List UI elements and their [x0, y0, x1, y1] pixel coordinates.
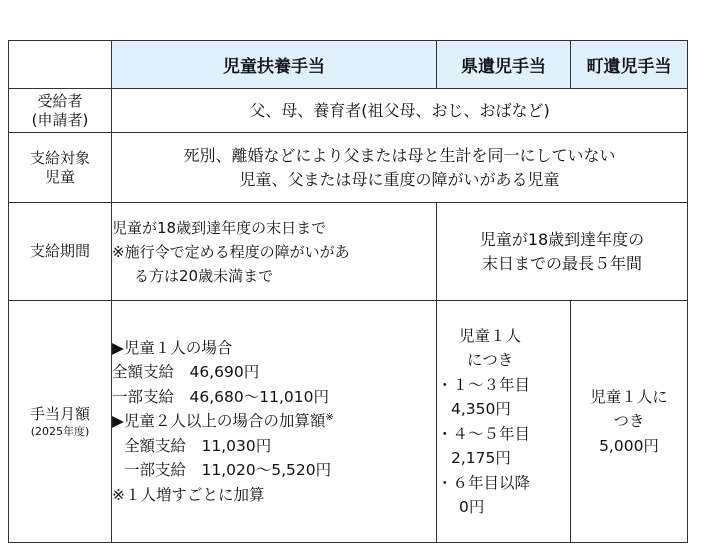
amount-town-orphan: 児童１人に つき 5,000円 — [571, 301, 688, 543]
row-amount — [9, 301, 688, 543]
amount-prefecture-orphan: 児童１人 につき ・１～３年目 4,350円 ・４～５年目 2,175円 ・６年目以降 0円 — [437, 301, 571, 543]
amount-child-support: ▶児童１人の場合 全額支給 46,690円 一部支給 46,680～11,010円 ▶児童２人以上の場合の加算額※ 全額支給 11,030円 一部支給 11,020～5,520円 ※１人増すごとに加算 — [112, 301, 437, 543]
header-child-support: 児童扶養手当 — [112, 41, 437, 89]
header-row — [9, 41, 688, 89]
target-label: 支給対象 児童 — [9, 133, 112, 203]
period-child-support: 児童が18歳到達年度の末日まで ※施行令で定める程度の障がいがあ る方は20歳未満まで — [112, 203, 437, 301]
period-orphan-allowances: 児童が18歳到達年度の 末日までの最長５年間 — [437, 203, 688, 301]
allowance-table — [8, 40, 688, 543]
row-recipient — [9, 89, 688, 133]
row-period — [9, 203, 688, 301]
header-prefecture-orphan: 県遺児手当 — [437, 41, 571, 89]
target-value: 死別、離婚などにより父または母と生計を同一にしていない 児童、父または母に重度の障がいがある児童 — [112, 133, 688, 203]
recipient-value: 父、母、養育者(祖父母、おじ、おばなど) — [112, 89, 688, 133]
corner-cell — [9, 41, 112, 89]
header-town-orphan: 町遺児手当 — [571, 41, 688, 89]
amount-label: 手当月額 (2025年度) — [9, 301, 112, 543]
recipient-label: 受給者 (申請者) — [9, 89, 112, 133]
period-label: 支給期間 — [9, 203, 112, 301]
row-target — [9, 133, 688, 203]
